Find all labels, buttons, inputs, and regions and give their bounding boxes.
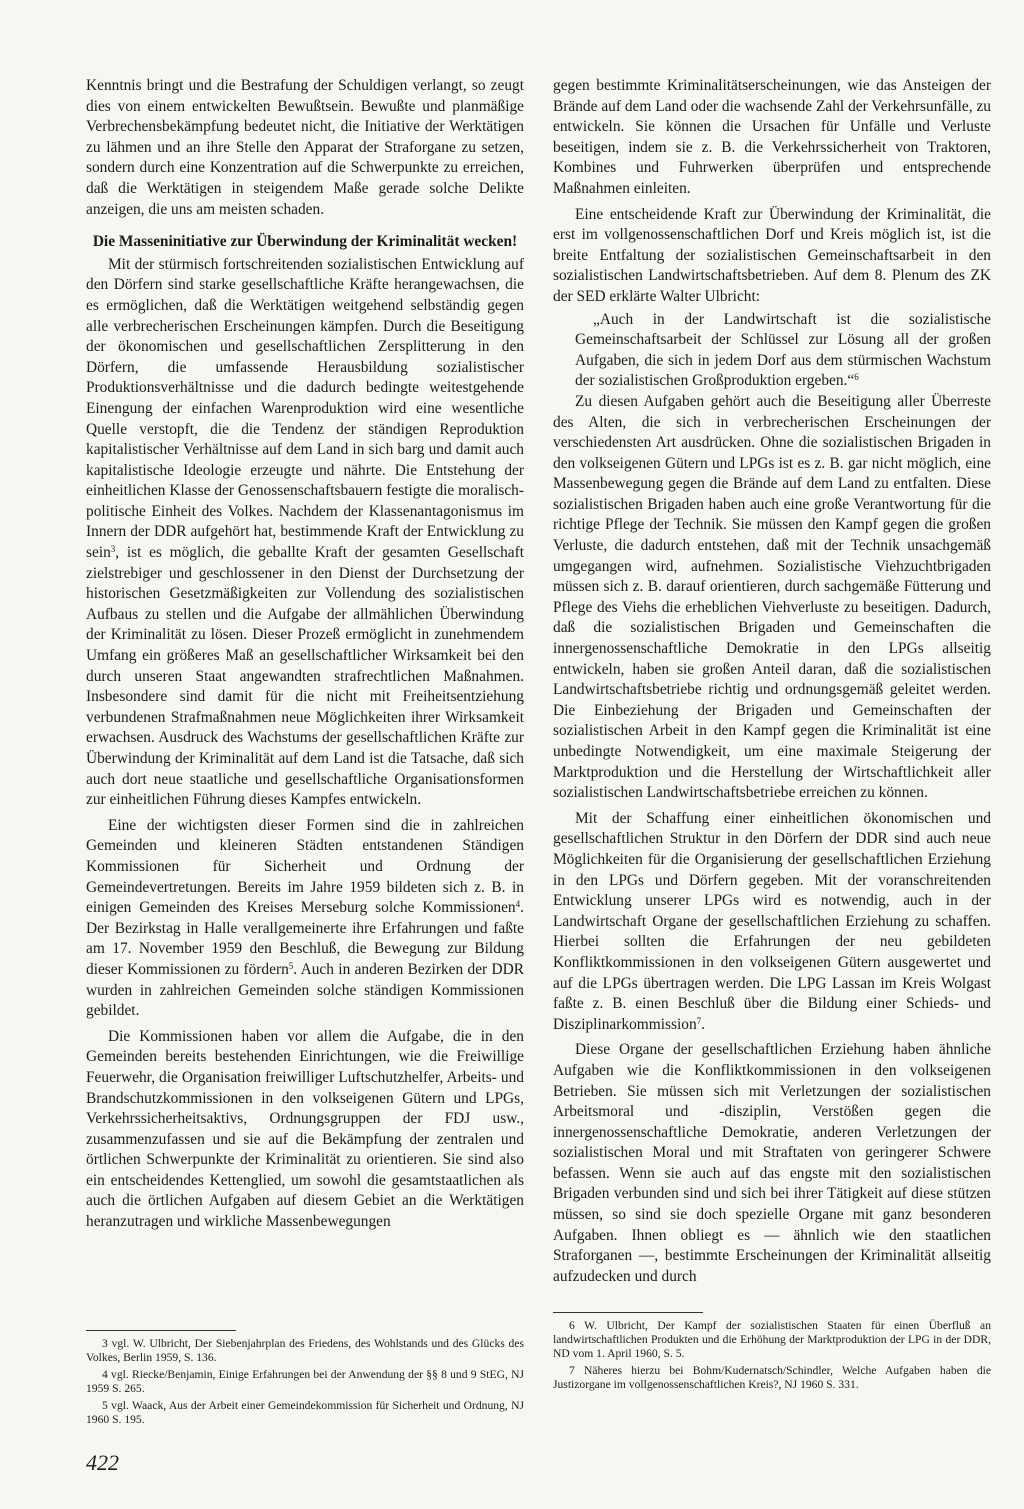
footnote: 3 vgl. W. Ulbricht, Der Siebenjahrplan des Friedens, des Wohlstands und des Glücks des Volkes, Berlin 1959, S. 136.: [86, 1337, 524, 1364]
text-run: Mit der stürmisch fortschreitenden sozialistischen Entwicklung auf den Dörfern sind starke gesellschaftliche Kräfte herangewachsen, die es ermöglichen, daß die Werktätigen weitgehend selbständig gegen alle verbrecherischen Erscheinungen kämpfen. Durch die Beseitigung der ökonomischen und gesellschaftlichen Zersplitterung in den Dörfern, die umfassende Herausbildung sozialistischer Produktionsverhältnisse und die dadurch bedingte weitestgehende Einengung der einfachen Warenproduktion wird eine wesentliche Quelle verstopft, die die Tendenz der ständigen Reproduktion kapitalistischer Verhältnisse auf dem Land in sich barg und damit auch kapitalistische Ideologie erzeugte und nährte. Die Entstehung der einheitlichen Klasse der Genossenschaftsbauern festigte die moralisch-politische Einheit des Volkes. Nachdem der Klassenantagonismus im Innern der DDR aufgehört hat, bestimmende Kraft der Entwicklung zu sein: [86, 255, 524, 562]
footnotes-left: [86, 1330, 524, 1430]
text-run: Mit der Schaffung einer einheitlichen ökonomischen und gesellschaftlichen Struktur in den Dörfern der DDR sind auch neue Möglichkeiten für die Organisierung der gesellschaftlichen Erziehung in den LPGs und Dörfern gegeben. Mit der voranschreitenden Entwicklung unserer LPGs wird es notwendig, auch in der Landwirtschaft Organe der gesellschaftlichen Erziehung zu schaffen. Hierbei sollten die Erfahrungen der neu gebildeten Konfliktkommissionen in den volkseigenen Gütern ausgewertet und auf die LPGs übertragen werden. Die LPG Lassan im Kreis Wolgast faßte z. B. einen Beschluß über die Bildung einer Schieds- und Disziplinarkommission: [553, 809, 991, 1033]
footnote: 5 vgl. Waack, Aus der Arbeit einer Gemeindekommission für Sicherheit und Ordnung, NJ 1960 S. 195.: [86, 1399, 524, 1426]
footnote-rule: [86, 1330, 236, 1331]
text-run: Eine der wichtigsten dieser Formen sind die in zahlreichen Gemeinden und kleineren Städten entstandenen Ständigen Kommissionen für Sicherheit und Ordnung der Gemeindevertretungen. Bereits im Jahre 1959 bildeten sich z. B. in einigen Gemeinden des Kreises Merseburg solche Kommissionen: [86, 816, 524, 917]
footnote-rule: [553, 1312, 703, 1313]
left-column: [86, 76, 524, 1233]
footnote-ref[interactable]: 7: [696, 1015, 702, 1026]
footnotes-right: [553, 1312, 991, 1395]
footnote-ref[interactable]: 5: [288, 960, 294, 971]
paragraph: Kenntnis bringt und die Bestrafung der Schuldigen verlangt, so zeugt dies von einem entwickelten Bewußtsein. Bewußte und planmäßige Verbrechensbekämpfung bedeutet nicht, die Initiative der Werktätigen zu lähmen und an ihre Stelle den Apparat der Straforgane zu setzen, sondern durch eine Konzentration auf die Schwerpunkte zu erreichen, daß die Werktätigen in steigendem Maße gerade solche Delikte anzeigen, die uns am meisten schaden.: [86, 77, 524, 218]
text-run: . Auch in anderen Bezirken der DDR wurden in zahlreichen Gemeinden solche ständigen Kommissionen gebildet.: [86, 960, 525, 1020]
paragraph: Die Kommissionen haben vor allem die Aufgabe, die in den Gemeinden bereits bestehenden Einrichtungen, wie die Freiwillige Feuerwehr, die Organisation freiwilliger Luftschutzhelfer, Arbeits- und Brandschutzkommissionen in den volkseigenen Gütern und LPGs, Verkehrssicherheitsaktivs, Ordnungsgruppen der FDJ usw., zusammenzufassen und sie auf die Bekämpfung der zentralen und örtlichen Schwerpunkte der Kriminalität zu orientieren. Sie sind also ein entscheidendes Kettenglied, um sowohl die gesamtstaatlichen als auch die örtlichen Aufgaben auf diesem Gebiet an die Werktätigen heranzutragen und wirkliche Massenbewegungen: [86, 1027, 524, 1231]
right-column: [553, 76, 991, 1287]
block-quote: [575, 310, 991, 392]
paragraph: [553, 809, 991, 1036]
footnote: 4 vgl. Riecke/Benjamin, Einige Erfahrungen bei der Anwendung der §§ 8 und 9 StEG, NJ 1959 S. 265.: [86, 1368, 524, 1395]
section-heading: Die Masseninitiative zur Überwindung der Kriminalität wecken!: [92, 233, 518, 251]
text-run: .: [701, 1015, 706, 1033]
paragraph: [86, 816, 524, 1022]
paragraph: [86, 255, 524, 811]
paragraph: gegen bestimmte Kriminalitätserscheinungen, wie das Ansteigen der Brände auf dem Land oder die wachsende Zahl der Verkehrsunfälle, zu entwickeln. Sie können die Ursachen für Unfälle und Verluste beseitigen, indem sie z. B. die Verkehrssicherheit von Traktoren, Kombines und Fuhrwerken überprüfen und entsprechende Maßnahmen einleiten.: [553, 77, 991, 197]
footnote-ref[interactable]: 3: [110, 544, 116, 555]
text-run: . Der Bezirkstag in Halle verallgemeinerte ihre Erfahrungen und faßte am 17. November 1959 den Beschluß, die Bewegung zur Bildung dieser Kommissionen zu fördern: [86, 899, 524, 978]
paragraph: Diese Organe der gesellschaftlichen Erziehung haben ähnliche Aufgaben wie die Konfliktkommissionen in den volkseigenen Betrieben. Sie müssen sich mit Verletzungen der sozialistischen Arbeitsmoral und -disziplin, Verstößen gegen die innergenossenschaftliche Demokratie, anderen Verletzungen der sozialistischen Moral und mit Straftaten von geringerer Schwere befassen. Wenn sie auch auf das engste mit den sozialistischen Brigaden verbunden sind und sich bei ihrer Tätigkeit auf diese stützen müssen, so sind sie doch spezielle Organe mit ganz besonderen Aufgaben. Ihnen obliegt es — ähnlich wie den staatlichen Straforganen —, bestimmte Erscheinungen der Kriminalität allseitig aufzudecken und durch: [553, 1041, 991, 1285]
text-run: „Auch in der Landwirtschaft ist die sozialistische Gemeinschaftsarbeit der Schlüssel zur Lösung all der großen Aufgaben, die sich in jedem Dorf aus dem stürmischen Wachstum der sozialistischen Großproduktion ergeben.“: [575, 310, 991, 390]
paragraph: Zu diesen Aufgaben gehört auch die Beseitigung aller Überreste des Alten, die sich in verbrecherischen Erscheinungen der verschiedensten Art ausdrücken. Ohne die sozialistischen Brigaden in den volkseigenen Gütern und LPGs ist es z. B. gar nicht möglich, eine Massenbewegung gegen die Brände auf dem Land zu entfalten. Diese sozialistischen Brigaden haben auch eine große Verantwortung für die richtige Pflege der Technik. Sie müssen den Kampf gegen die großen Verluste, die dadurch entstehen, daß mit der Technik unsachgemäß umgegangen wird, aufnehmen. Sozialistische Viehzuchtbrigaden müssen sich z. B. darauf orientieren, durch sachgemäße Fütterung und Pflege des Viehs die erheblichen Viehverluste zu beseitigen. Dadurch, daß die sozialistischen Brigaden und Gemeinschaften die innergenossenschaftliche Demokratie in den LPGs allseitig entwickeln, haben sie großen Anteil daran, daß die sozialistischen Landwirtschaftsbetriebe richtig und ordnungsgemäß geleitet werden. Die Einbeziehung der Brigaden und Gemeinschaften der sozialistischen Arbeit in den Kampf gegen die Kriminalität ist eine unbedingte Notwendigkeit, um eine maximale Steigerung der Marktproduktion und die Herstellung der Wirtschaftlichkeit aller sozialistischen Landwirtschaftsbetriebe erreichen zu können.: [553, 392, 991, 802]
footnote-ref[interactable]: 6: [854, 372, 859, 383]
text-run: , ist es möglich, die geballte Kraft der gesamten Gesellschaft zielstrebiger und geschlossener in den Dienst der Durchsetzung der historischen Gesetzmäßigkeiten zur Vollendung des sozialistischen Aufbaus zu stellen und die Aufgabe der allmählichen Überwindung der Kriminalität zu lösen. Dieser Prozeß ermöglicht in zunehmendem Umfang ein größeres Maß an gesellschaftlicher Wirksamkeit bei den durch unseren Staat angewandten strafrechtlichen Maßnahmen. Insbesondere sind damit für die nicht mit Freiheitsentziehung verbundenen Strafmaßnahmen neue Möglichkeiten ihrer Wirksamkeit erwachsen. Ausdruck des Wachstums der gesellschaftlichen Kräfte zur Überwindung der Kriminalität auf dem Land ist die Tatsache, daß sich auch dort neue staatliche und gesellschaftliche Organisationsformen zur einheitlichen Führung dieses Kampfes entwickeln.: [86, 544, 524, 809]
footnote: 7 Näheres hierzu bei Bohm/Kudernatsch/Schindler, Welche Aufgaben haben die Justizorgane im vollgenossenschaftlichen Kreis?, NJ 1960 S. 331.: [553, 1364, 991, 1391]
paragraph: Eine entscheidende Kraft zur Überwindung der Kriminalität, die erst im vollgenossenschaftlichen Dorf und Kreis möglich ist, ist die breite Entfaltung der sozialistischen Gemeinschaftsarbeit in den sozialistischen Landwirtschaftsbetrieben. Auf dem 8. Plenum des ZK der SED erklärte Walter Ulbricht:: [553, 205, 991, 305]
page-number: 422: [86, 1450, 119, 1475]
footnote: 6 W. Ulbricht, Der Kampf der sozialistischen Staaten für einen Überfluß an landwirtschaftlichen Produkten und die Erhöhung der Marktproduktion der LPG in der DDR, ND vom 1. April 1960, S. 5.: [553, 1319, 991, 1360]
footnote-ref[interactable]: 4: [515, 899, 521, 910]
